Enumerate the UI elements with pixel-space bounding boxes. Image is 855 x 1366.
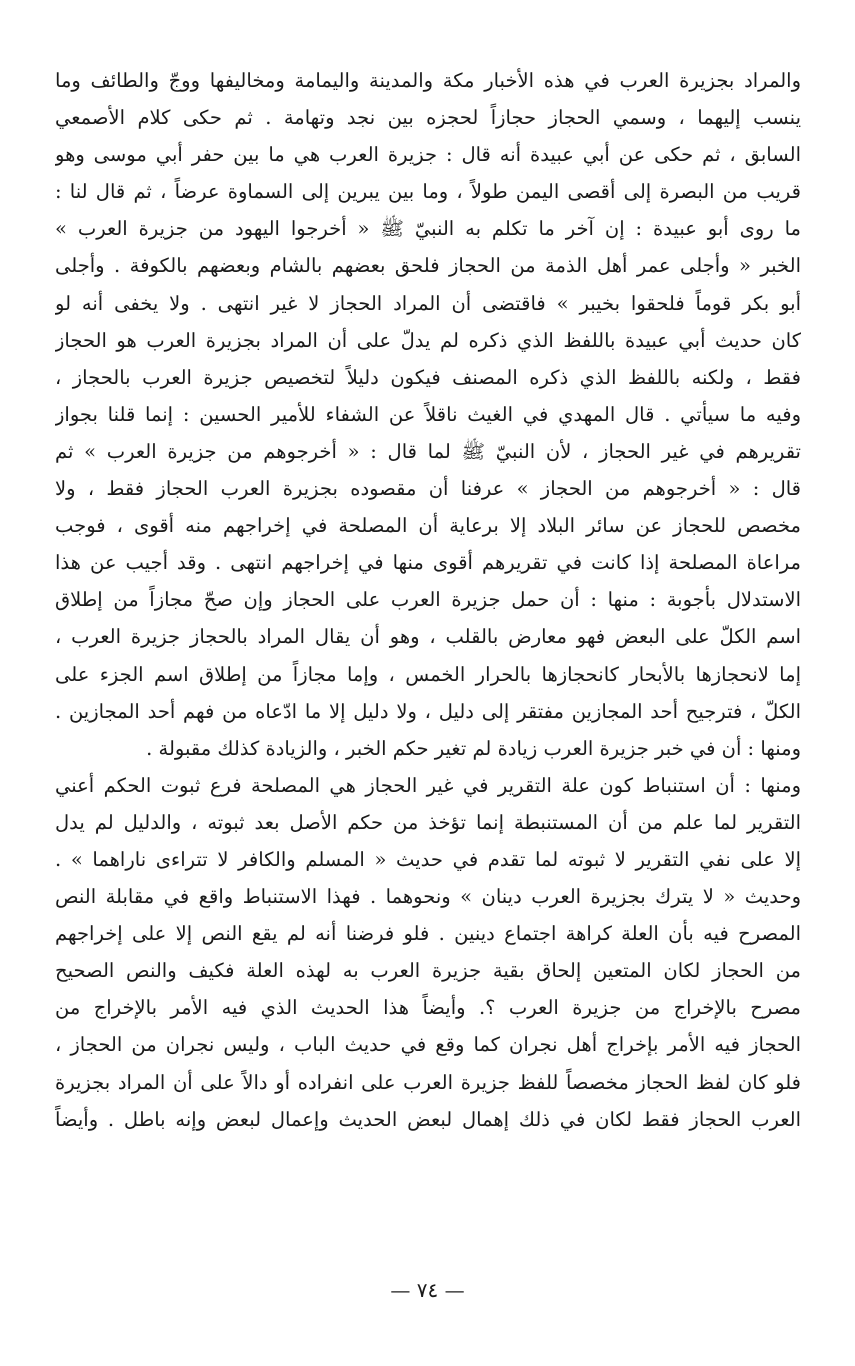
text-line-22: إلا على نفي التقرير لا ثبوته لما تقدم في حديث « المسلم والكافر لا تتراءى ناراهما » . [55,847,801,871]
text-line-25: من الحجاز لكان المتعين إلحاق بقية جزيرة العرب به لهذه العلة فكيف والنص الصحيح [55,959,801,983]
text-line-15: الاستدلال بأجوبة : منها : أن حمل جزيرة العرب على الحجاز وإن صحّ مجازاً من إطلاق [55,588,801,612]
text-line-28: فلو كان لفظ الحجاز مخصصاً للفظ جزيرة العرب على انفراده أو دالاً على أن المراد بجزيرة [55,1070,801,1094]
text-line-10: وفيه ما سيأتي . قال المهدي في الغيث ناقلاً عن الشفاء للأمير الحسين : إنما قلنا بجواز [55,402,801,426]
text-line-3: السابق ، ثم حكى عن أبي عبيدة أنه قال : جزيرة العرب هي ما بين حفر أبي موسى وهو [55,143,801,167]
text-line-5: ما روى أبو عبيدة : إن آخر ما تكلم به النبيّ ﷺ « أخرجوا اليهود من جزيرة العرب » [55,217,801,241]
text-line-23: وحديث « لا يترك بجزيرة العرب دينان » ونحوهما . فهذا الاستنباط واقع في مقابلة النص [55,885,801,909]
text-line-19: ومنها : أن في خبر جزيرة العرب زيادة لم تغير حكم الخبر ، والزيادة كذلك مقبولة . [146,736,801,760]
text-line-20: ومنها : أن استنباط كون علة التقرير في غير الحجاز هي المصلحة فرع ثبوت الحكم أعني [55,773,801,797]
text-line-4: قريب من البصرة إلى أقصى اليمن طولاً ، وما بين يبرين إلى السماوة عرضاً ، ثم قال لنا : [55,180,801,204]
text-line-26: مصرح بالإخراج من جزيرة العرب ؟. وأيضاً هذا الحديث الذي فيه الأمر بالإخراج من [55,996,801,1020]
text-line-12: قال : « أخرجوهم من الحجاز » عرفنا أن مقصوده بجزيرة العرب الحجاز فقط ، ولا [55,477,801,501]
text-line-2: ينسب إليهما ، وسمي الحجاز حجازاً لحجزه بين نجد وتهامة . ثم حكى كلام الأصمعي [55,106,801,130]
text-line-8: كان حديث أبي عبيدة باللفظ الذي ذكره لم يدلّ على أن المراد بجزيرة العرب هو الحجاز [55,328,801,352]
page-text [55,62,801,1138]
text-line-18: الكلّ ، فترجيح أحد المجازين مفتقر إلى دليل ، ولا دليل إلا ما ادّعاه من فهم أحد المجازين . [55,699,801,723]
text-line-24: المصرح فيه بأن العلة كراهة اجتماع دينين . فلو فرضنا أنه لم يقع النص إلا على إخراجهم [55,922,801,946]
text-line-29: العرب الحجاز فقط لكان في ذلك إهمال لبعض الحديث وإعمال لبعض وإنه باطل . وأيضاً [55,1107,801,1131]
text-line-6: الخبر « وأجلى عمر أهل الذمة من الحجاز فلحق بعضهم بالشام وبعضهم بالكوفة . وأجلى [55,254,801,278]
page-number: — ٧٤ — [390,1278,465,1302]
text-line-13: مخصص للحجاز عن سائر البلاد إلا برعاية أن المصلحة في إخراجهم منه أقوى ، فوجب [55,514,801,538]
text-line-7: أبو بكر قوماً فلحقوا بخيبر » فاقتضى أن المراد الحجاز لا غير انتهى . ولا يخفى أنه لو [55,291,801,315]
text-line-11: تقريرهم في غير الحجاز ، لأن النبيّ ﷺ لما قال : « أخرجوهم من جزيرة العرب » ثم [55,439,801,463]
text-line-17: إما لانحجازها بالأبحار كانحجازها بالحرار الخمس ، وإما مجازاً من إطلاق اسم الجزء على [55,662,801,686]
text-line-1: والمراد بجزيرة العرب في هذه الأخبار مكة والمدينة واليمامة ومخاليفها ووجّ والطائف وما [55,69,801,92]
text-line-9: فقط ، ولكنه باللفظ الذي ذكره المصنف فيكون دليلاً لتخصيص جزيرة العرب بالحجاز ، [55,365,801,389]
text-line-27: الحجاز فيه الأمر بإخراج أهل نجران كما وقع في حديث الباب ، وليس نجران من الحجاز ، [55,1033,801,1057]
text-line-21: التقرير لما علم من أن المستنبطة إنما تؤخذ من حكم الأصل بعد ثبوته ، والدليل لم يدل [55,810,801,834]
text-line-14: مراعاة المصلحة إذا كانت في تقريرهم أقوى منها في إخراجهم انتهى . وقد أجيب عن هذا [55,551,801,575]
text-line-16: اسم الكلّ على البعض فهو معارض بالقلب ، وهو أن يقال المراد بالحجاز جزيرة العرب ، [55,625,801,649]
